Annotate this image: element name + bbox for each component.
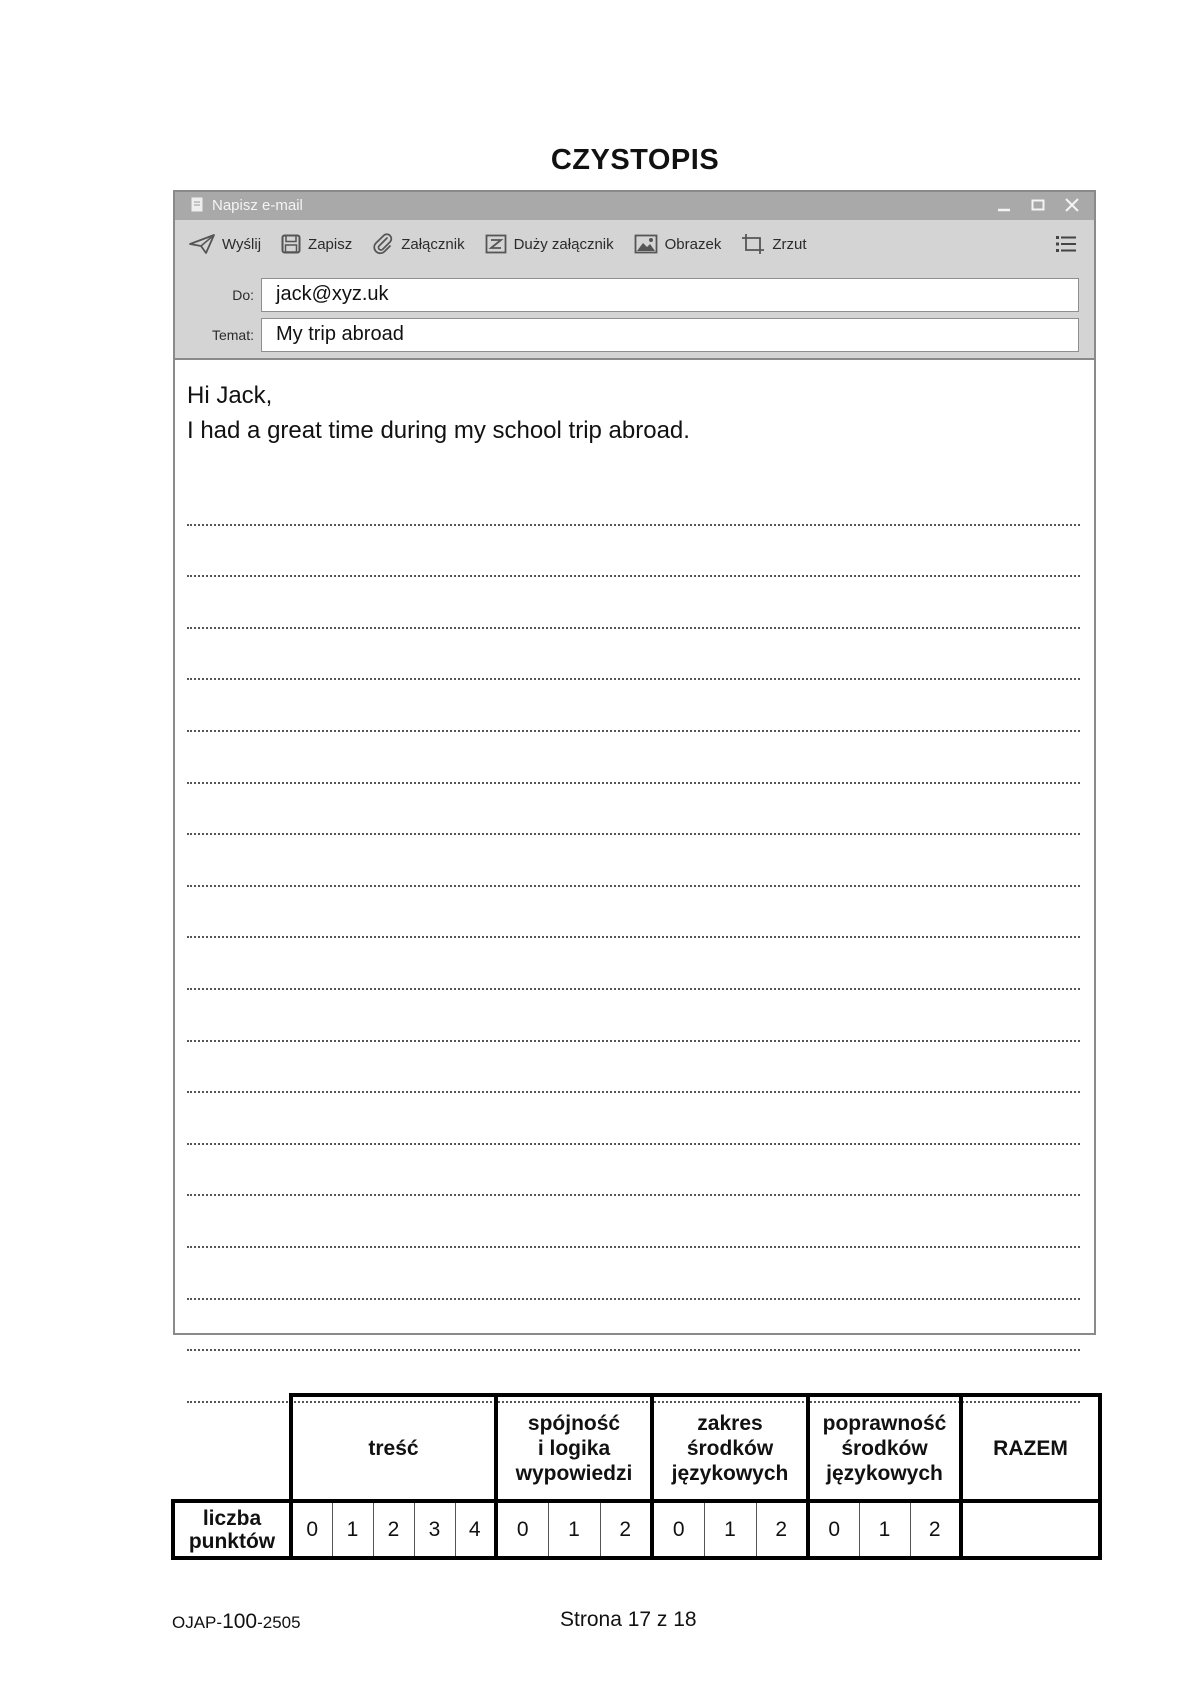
writing-line[interactable] bbox=[187, 835, 1080, 887]
score-cell[interactable]: 1 bbox=[704, 1501, 756, 1558]
writing-line[interactable] bbox=[187, 1093, 1080, 1145]
screenshot-button[interactable]: Zrzut bbox=[741, 233, 806, 255]
image-icon bbox=[634, 234, 658, 254]
greeting-line: Hi Jack, bbox=[187, 382, 273, 409]
menu-list-icon[interactable] bbox=[1056, 235, 1076, 257]
writing-line[interactable] bbox=[187, 1196, 1080, 1248]
writing-line[interactable] bbox=[187, 1042, 1080, 1094]
document-icon bbox=[191, 197, 203, 216]
subject-label: Temat: bbox=[211, 327, 254, 343]
writing-line[interactable] bbox=[187, 1300, 1080, 1352]
writing-line[interactable] bbox=[187, 887, 1080, 939]
writing-line[interactable] bbox=[187, 629, 1080, 681]
title-bar bbox=[175, 192, 1094, 220]
score-cell[interactable]: 2 bbox=[600, 1501, 652, 1558]
score-cell[interactable]: 0 bbox=[652, 1501, 704, 1558]
header-coherence: spójność i logika wypowiedzi bbox=[496, 1395, 652, 1501]
writing-line[interactable] bbox=[187, 526, 1080, 578]
score-cell[interactable]: 1 bbox=[548, 1501, 600, 1558]
window-title: Napisz e-mail bbox=[212, 197, 303, 214]
save-icon bbox=[281, 234, 301, 254]
page-number: Strona 17 z 18 bbox=[560, 1608, 697, 1631]
writing-line[interactable] bbox=[187, 990, 1080, 1042]
writing-line[interactable] bbox=[187, 474, 1080, 526]
points-label: liczba punktów bbox=[173, 1501, 291, 1558]
score-cell[interactable]: 0 bbox=[496, 1501, 548, 1558]
to-input[interactable]: jack@xyz.uk bbox=[261, 278, 1079, 312]
large-attachment-icon bbox=[485, 234, 507, 254]
writing-line[interactable] bbox=[187, 938, 1080, 990]
page-title: CZYSTOPIS bbox=[550, 144, 720, 176]
paperclip-icon bbox=[372, 233, 394, 255]
score-cell[interactable]: 2 bbox=[373, 1501, 414, 1558]
toolbar bbox=[175, 220, 1094, 268]
large-attachment-button[interactable]: Duży załącznik bbox=[485, 234, 614, 254]
header-content: treść bbox=[291, 1395, 496, 1501]
score-cell[interactable]: 1 bbox=[859, 1501, 910, 1558]
to-label: Do: bbox=[232, 287, 254, 303]
minimize-icon[interactable] bbox=[996, 196, 1012, 214]
close-icon[interactable] bbox=[1064, 196, 1080, 214]
total-score-cell[interactable] bbox=[961, 1501, 1100, 1558]
score-cell[interactable]: 2 bbox=[756, 1501, 808, 1558]
writing-line[interactable] bbox=[187, 680, 1080, 732]
letter-opening bbox=[187, 378, 690, 448]
writing-lines[interactable] bbox=[187, 474, 1080, 1403]
writing-line[interactable] bbox=[187, 1145, 1080, 1197]
header-accuracy: poprawność środków językowych bbox=[808, 1395, 961, 1501]
save-button[interactable]: Zapisz bbox=[281, 234, 352, 254]
send-icon bbox=[189, 233, 215, 255]
subject-row bbox=[175, 318, 1094, 354]
header-total: RAZEM bbox=[961, 1395, 1100, 1501]
writing-line[interactable] bbox=[187, 577, 1080, 629]
first-sentence: I had a great time during my school trip abroad. bbox=[187, 417, 690, 444]
to-row bbox=[175, 278, 1094, 314]
writing-line[interactable] bbox=[187, 1248, 1080, 1300]
score-table bbox=[171, 1393, 1102, 1560]
email-body[interactable] bbox=[175, 360, 1094, 1333]
email-header bbox=[175, 192, 1094, 360]
score-cell[interactable]: 1 bbox=[332, 1501, 373, 1558]
writing-line[interactable] bbox=[187, 732, 1080, 784]
score-cell[interactable]: 4 bbox=[455, 1501, 496, 1558]
maximize-icon[interactable] bbox=[1030, 196, 1046, 214]
subject-input[interactable]: My trip abroad bbox=[261, 318, 1079, 352]
score-cell[interactable]: 0 bbox=[291, 1501, 332, 1558]
writing-line[interactable] bbox=[187, 784, 1080, 836]
score-cell[interactable]: 0 bbox=[808, 1501, 859, 1558]
email-compose-window bbox=[173, 190, 1096, 1335]
attachment-button[interactable]: Załącznik bbox=[372, 233, 464, 255]
score-cell[interactable]: 3 bbox=[414, 1501, 455, 1558]
send-button[interactable]: Wyślij bbox=[189, 233, 261, 255]
header-range: zakres środków językowych bbox=[652, 1395, 808, 1501]
image-button[interactable]: Obrazek bbox=[634, 234, 722, 254]
exam-code: OJAP-100-2505 bbox=[172, 1610, 301, 1633]
score-cell[interactable]: 2 bbox=[910, 1501, 961, 1558]
screenshot-icon bbox=[741, 233, 765, 255]
